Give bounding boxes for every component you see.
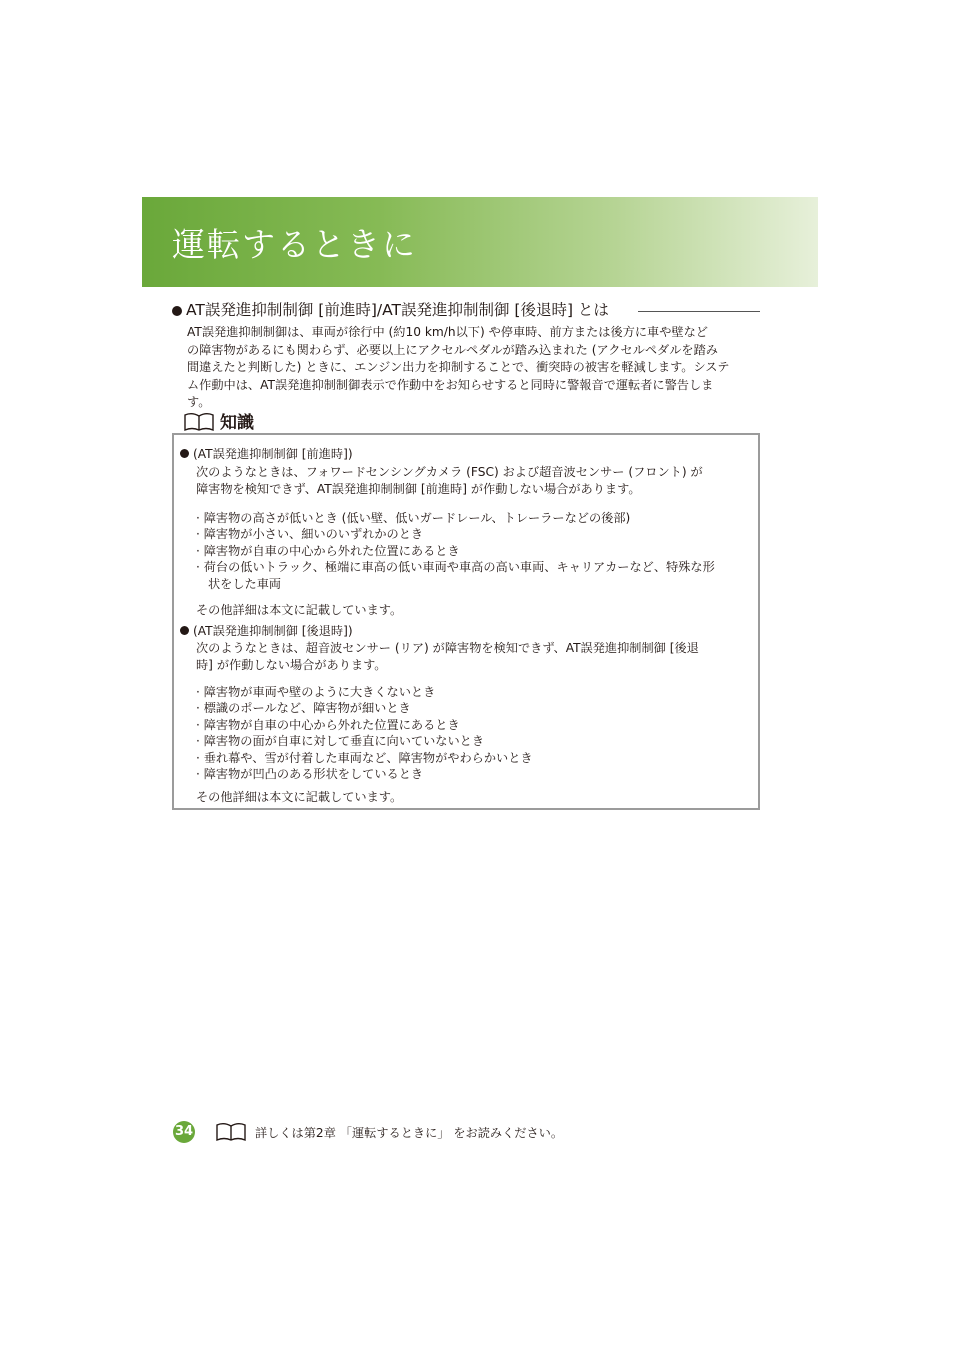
forward-heading: [180, 445, 353, 462]
para-line: 次のようなときは、超音波センサー (リア) が障害物を検知できず、AT誤発進抑制制御 [後退: [196, 641, 699, 655]
chapter-header-bar: [142, 197, 818, 287]
forward-heading-text: (AT誤発進抑制制御 [前進時]): [193, 447, 353, 461]
list-item: · 標識のポールなど、障害物が細いとき: [196, 701, 411, 716]
para-line: 障害物を検知できず、AT誤発進抑制制御 [前進時] が作動しない場合があります。: [196, 482, 641, 497]
para-line: 時] が作動しない場合があります。: [196, 658, 387, 673]
reverse-heading-text: (AT誤発進抑制制御 [後退時]): [193, 624, 353, 638]
bullet-icon: [172, 306, 182, 316]
bullet-icon: [180, 449, 189, 458]
page-number-badge: 34: [173, 1121, 195, 1143]
intro-line: す。: [187, 395, 211, 410]
book-icon: [215, 1122, 247, 1142]
reverse-list: [196, 684, 746, 782]
bullet-icon: [180, 626, 189, 635]
reverse-footer: その他詳細は本文に記載しています。: [196, 790, 403, 804]
intro-line: ム作動中は、AT誤発進抑制制御表示で作動中をお知らせすると同時に警報音で運転者に警告しま: [187, 377, 714, 392]
list-item: 状をした車両: [208, 576, 282, 591]
list-item: · 障害物が車両や壁のように大きくないとき: [196, 685, 436, 699]
intro-line: AT誤発進抑制制御は、車両が徐行中 (約10 km/h以下) や停車時、前方または後方に車や壁など: [187, 325, 708, 339]
reference-text: 詳しくは第2章 「運転するときに」 をお読みください。: [255, 1126, 564, 1140]
list-item: · 障害物が小さい、細いのいずれかのとき: [196, 527, 424, 542]
list-item: · 障害物が凹凸のある形状をしているとき: [196, 766, 424, 781]
intro-line: 間違えたと判断した) ときに、エンジン出力を抑制することで、衝突時の被害を軽減します。システ: [187, 360, 730, 375]
forward-list: [196, 510, 746, 592]
knowledge-box: [172, 433, 760, 810]
forward-paragraph: [196, 464, 746, 499]
list-item: · 垂れ幕や、雪が付着した車両など、障害物がやわらかいとき: [196, 750, 533, 765]
list-item: · 障害物の面が自車に対して垂直に向いていないとき: [196, 734, 485, 749]
list-item: · 荷台の低いトラック、極端に車高の低い車両や車高の高い車両、キャリアカーなど、特殊な形: [196, 560, 715, 575]
intro-line: の障害物があるにも関わらず、必要以上にアクセルペダルが踏み込まれた (アクセルペダルを踏み: [187, 342, 718, 357]
list-item: · 障害物が自車の中心から外れた位置にあるとき: [196, 717, 460, 732]
forward-footer: その他詳細は本文に記載しています。: [196, 603, 403, 617]
section-title: AT誤発進抑制制御 [前進時]/AT誤発進抑制制御 [後退時] とは: [186, 301, 609, 319]
list-item: · 障害物が自車の中心から外れた位置にあるとき: [196, 543, 460, 558]
knowledge-label: 知識: [220, 413, 254, 433]
reverse-heading: [180, 622, 353, 639]
list-item: · 障害物の高さが低いとき (低い壁、低いガードレール、トレーラーなどの後部): [196, 511, 631, 525]
chapter-title: 運転するときに: [172, 225, 417, 264]
reverse-paragraph: [196, 640, 746, 675]
intro-paragraph: [187, 324, 751, 412]
book-icon: [183, 412, 215, 432]
heading-rule: [638, 311, 760, 312]
para-line: 次のようなときは、フォワードセンシングカメラ (FSC) および超音波センサー (フロント) が: [196, 465, 703, 479]
section-heading: [172, 298, 760, 324]
